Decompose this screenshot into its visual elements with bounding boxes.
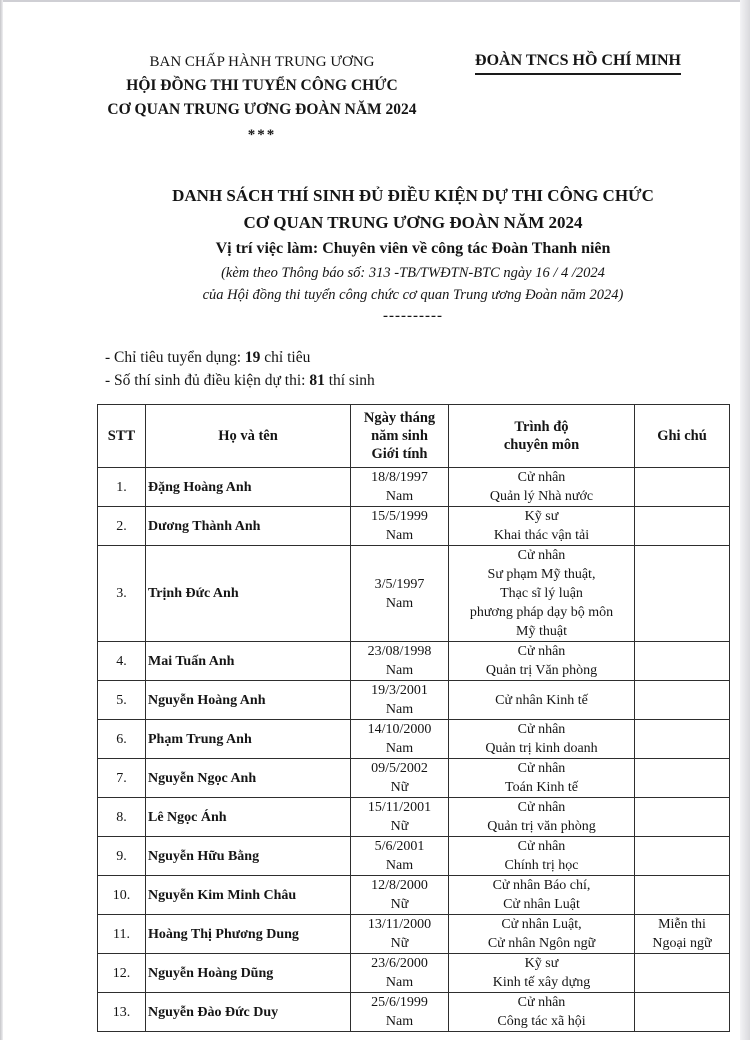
cell-stt: 10. [98,876,146,915]
cell-dob-gender: 09/5/2002 Nữ [351,759,449,798]
letterhead [97,50,729,146]
cell-note [635,507,730,546]
header-cell-1: Họ và tên [146,405,351,468]
cell-full-name: Dương Thành Anh [146,507,351,546]
document-page [97,0,729,1032]
cell-qualification: Cử nhân Luật, Cử nhân Ngôn ngữ [449,915,635,954]
issuing-org-block [97,50,427,146]
cell-full-name: Phạm Trung Anh [146,720,351,759]
cell-dob-gender: 23/6/2000 Nam [351,954,449,993]
cell-note [635,720,730,759]
cell-stt: 5. [98,681,146,720]
cell-stt: 2. [98,507,146,546]
cell-qualification: Cử nhân Quản trị văn phòng [449,798,635,837]
cell-qualification: Cử nhân Toán Kinh tế [449,759,635,798]
cell-full-name: Lê Ngọc Ánh [146,798,351,837]
cell-note [635,468,730,507]
cell-qualification: Cử nhân Sư phạm Mỹ thuật, Thạc sĩ lý luận phương pháp dạy bộ môn Mỹ thuật [449,546,635,642]
dashed-divider: ---------- [383,308,443,324]
org-council-line: HỘI ĐỒNG THI TUYỂN CÔNG CHỨC [126,77,398,94]
page-edge-left [0,0,3,1040]
title-block [97,182,729,326]
cell-stt: 7. [98,759,146,798]
cell-qualification: Cử nhân Báo chí, Cử nhân Luật [449,876,635,915]
cell-qualification: Kỹ sư Khai thác vận tải [449,507,635,546]
cell-dob-gender: 3/5/1997 Nam [351,546,449,642]
org-agency-line: CƠ QUAN TRUNG ƯƠNG ĐOÀN NĂM 2024 [107,101,417,118]
cell-dob-gender: 12/8/2000 Nữ [351,876,449,915]
table-row [98,720,730,759]
cell-note [635,798,730,837]
attachment-note-line1: (kèm theo Thông báo số: 313 -TB/TWĐTN-BTC ngày 16 / 4 /2024 [221,265,605,281]
cell-full-name: Hoàng Thị Phương Dung [146,915,351,954]
cell-stt: 6. [98,720,146,759]
cell-note: Miễn thi Ngoại ngữ [635,915,730,954]
cell-qualification: Cử nhân Kinh tế [449,681,635,720]
table-row [98,876,730,915]
cell-full-name: Đặng Hoàng Anh [146,468,351,507]
cell-stt: 4. [98,642,146,681]
cell-dob-gender: 13/11/2000 Nữ [351,915,449,954]
cell-note [635,642,730,681]
header-cell-4: Ghi chú [635,405,730,468]
cell-note [635,546,730,642]
org-name-block [427,50,729,146]
cell-full-name: Nguyễn Hữu Bằng [146,837,351,876]
cell-dob-gender: 5/6/2001 Nam [351,837,449,876]
cell-full-name: Nguyễn Kim Minh Châu [146,876,351,915]
quota-value: 19 [244,349,261,366]
cell-stt: 12. [98,954,146,993]
cell-stt: 3. [98,546,146,642]
cell-dob-gender: 14/10/2000 Nam [351,720,449,759]
table-row [98,993,730,1032]
quota-prefix: - Chỉ tiêu tuyển dụng: [105,349,245,366]
table-row [98,546,730,642]
quota-line [105,346,729,369]
table-header-row [98,405,730,468]
job-position-line: Vị trí việc làm: Chuyên viên về công tác Đoàn Thanh niên [215,240,611,257]
cell-full-name: Nguyễn Hoàng Dũng [146,954,351,993]
table-row [98,642,730,681]
stars-separator: *** [247,127,277,143]
cell-full-name: Nguyễn Đào Đức Duy [146,993,351,1032]
count-value: 81 [309,372,325,389]
quota-suffix: chỉ tiêu [260,349,311,366]
table-row [98,681,730,720]
cell-qualification: Cử nhân Chính trị học [449,837,635,876]
header-cell-0: STT [98,405,146,468]
cell-note [635,876,730,915]
stats-block [97,346,729,392]
org-name-title: ĐOÀN TNCS HỒ CHÍ MINH [475,50,681,75]
cell-note [635,759,730,798]
header-cell-2: Ngày tháng năm sinh Giới tính [351,405,449,468]
count-suffix: thí sinh [324,372,375,389]
table-row [98,954,730,993]
cell-dob-gender: 25/6/1999 Nam [351,993,449,1032]
table-row [98,837,730,876]
document-title-line1: DANH SÁCH THÍ SINH ĐỦ ĐIỀU KIỆN DỰ THI CÔNG CHỨC [172,186,654,205]
cell-note [635,954,730,993]
page-edge-right [740,0,750,1040]
cell-stt: 8. [98,798,146,837]
cell-note [635,837,730,876]
cell-qualification: Cử nhân Quản trị Văn phòng [449,642,635,681]
cell-stt: 1. [98,468,146,507]
cell-dob-gender: 23/08/1998 Nam [351,642,449,681]
cell-stt: 9. [98,837,146,876]
table-row [98,798,730,837]
table-row [98,468,730,507]
cell-stt: 11. [98,915,146,954]
cell-full-name: Nguyễn Hoàng Anh [146,681,351,720]
document-title-line2: CƠ QUAN TRUNG ƯƠNG ĐOÀN NĂM 2024 [243,213,583,232]
cell-note [635,993,730,1032]
cell-dob-gender: 18/8/1997 Nam [351,468,449,507]
cell-stt: 13. [98,993,146,1032]
table-row [98,759,730,798]
cell-qualification: Cử nhân Quản lý Nhà nước [449,468,635,507]
header-cell-3: Trình độ chuyên môn [449,405,635,468]
candidates-table [97,404,730,1032]
cell-full-name: Mai Tuấn Anh [146,642,351,681]
cell-note [635,681,730,720]
table-body [98,468,730,1032]
cell-qualification: Cử nhân Công tác xã hội [449,993,635,1032]
org-parent-line: BAN CHẤP HÀNH TRUNG ƯƠNG [149,54,375,70]
count-prefix: - Số thí sinh đủ điều kiện dự thi: [105,372,310,389]
cell-dob-gender: 15/11/2001 Nữ [351,798,449,837]
candidate-count-line [105,369,729,392]
table-row [98,507,730,546]
cell-full-name: Nguyễn Ngọc Anh [146,759,351,798]
cell-dob-gender: 19/3/2001 Nam [351,681,449,720]
cell-full-name: Trịnh Đức Anh [146,546,351,642]
cell-qualification: Kỹ sư Kinh tế xây dựng [449,954,635,993]
cell-dob-gender: 15/5/1999 Nam [351,507,449,546]
cell-qualification: Cử nhân Quản trị kinh doanh [449,720,635,759]
table-row [98,915,730,954]
attachment-note-line2: của Hội đồng thi tuyển công chức cơ quan Trung ương Đoàn năm 2024) [202,287,624,303]
